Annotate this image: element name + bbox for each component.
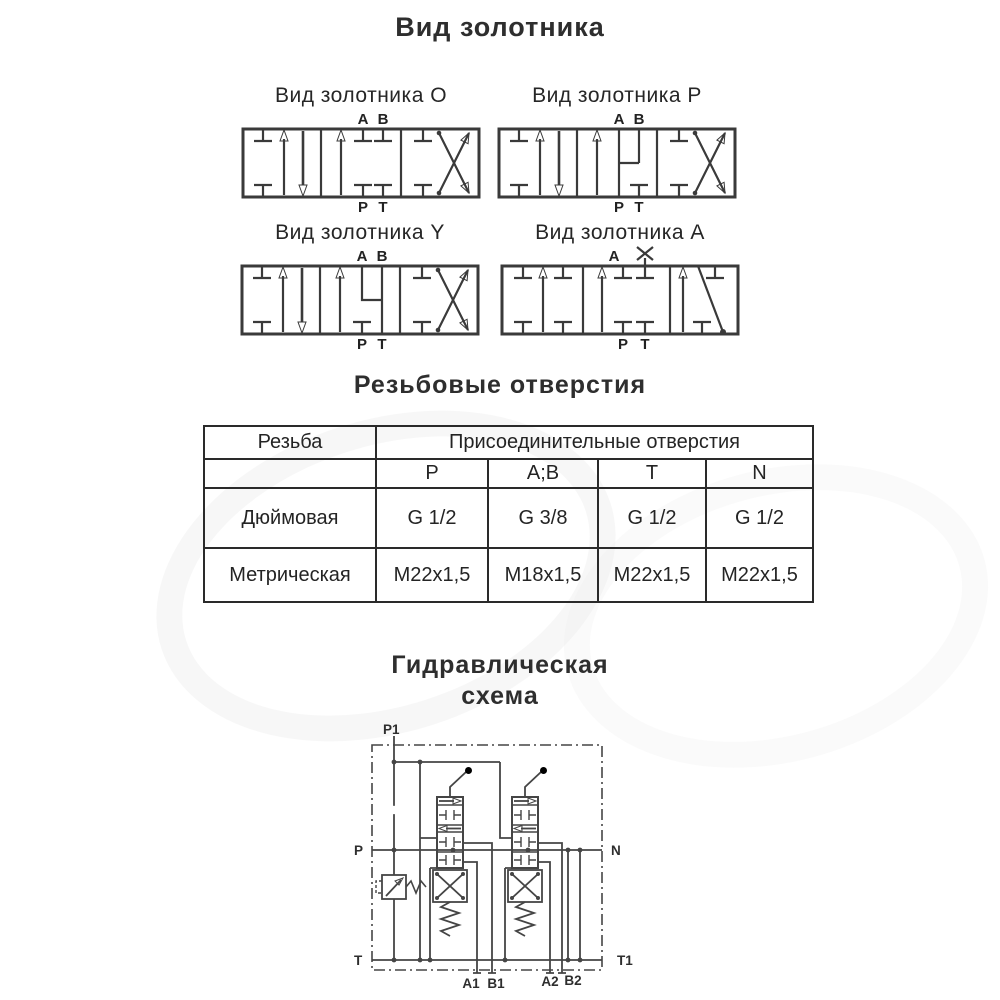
- table-subheader-p: P: [376, 459, 488, 488]
- table-subheader-ab: A;B: [488, 459, 598, 488]
- blocked-port-icon: [253, 266, 271, 334]
- junction-dot: [392, 760, 397, 765]
- lever-knob-icon: [540, 767, 547, 774]
- spool-y-title: Вид золотника Y: [275, 221, 445, 244]
- cell-value: G 1/2: [598, 488, 706, 548]
- spring-icon: [516, 902, 534, 936]
- cell-value: M22x1,5: [376, 548, 488, 602]
- port-p-label: P: [617, 336, 629, 353]
- port-b-label: B: [376, 248, 388, 265]
- spool-y-symbol: [240, 248, 480, 352]
- lever-handle: [525, 772, 541, 797]
- spool-y-block: [240, 221, 480, 352]
- valve-dividers: [321, 129, 401, 197]
- lever-handle: [450, 772, 466, 797]
- port-t-label: T: [634, 199, 644, 216]
- table-row: [204, 488, 813, 548]
- junction-dot: [578, 958, 583, 963]
- lever-knob-icon: [465, 767, 472, 774]
- junction-dot: [720, 329, 726, 335]
- pilot-lines: [394, 762, 512, 960]
- t-label: T: [354, 953, 363, 968]
- b1-label: B1: [487, 976, 505, 991]
- crossed-arrows-icon: [693, 131, 725, 196]
- table-header-thread: Резьба: [204, 426, 376, 459]
- port-p-label: P: [357, 199, 369, 216]
- spring-icon: [441, 902, 459, 936]
- table-row: [204, 548, 813, 602]
- port-p-label: P: [356, 336, 368, 353]
- valve-dividers: [583, 266, 670, 334]
- section-title-spool-view: Вид золотника: [395, 12, 605, 42]
- a1-label: A1: [462, 976, 480, 991]
- blocked-port-icon: [414, 129, 432, 197]
- blocked-port-icon: [413, 266, 431, 334]
- cell-value: G 1/2: [376, 488, 488, 548]
- n-drop-lines: [568, 850, 580, 960]
- port-p-label: P: [613, 199, 625, 216]
- junction-dot: [392, 958, 397, 963]
- threaded-holes-table: [203, 425, 814, 603]
- port-t-label: T: [378, 199, 388, 216]
- blocked-port-icon: [670, 129, 688, 197]
- port-a-label: A: [613, 111, 625, 128]
- hydraulic-schematic: [340, 715, 660, 1000]
- spool-o-block: [241, 84, 481, 215]
- arrowhead: [299, 185, 307, 196]
- valve-dividers: [577, 129, 657, 197]
- junction-dot: [428, 958, 433, 963]
- port-t-label: T: [377, 336, 387, 353]
- spool-o-title: Вид золотника O: [274, 84, 448, 107]
- b2-label: B2: [564, 973, 582, 988]
- blocked-port-icon: [614, 266, 654, 278]
- port-a-label: A: [357, 111, 369, 128]
- cell-value: M22x1,5: [706, 548, 813, 602]
- row-label-inch: Дюймовая: [204, 488, 376, 548]
- valve-body: [242, 266, 478, 334]
- table-subheader-t: T: [598, 459, 706, 488]
- blocked-port-icon: [706, 266, 724, 278]
- junction-dot: [503, 958, 508, 963]
- crossed-arrows-icon: [436, 268, 468, 333]
- work-port-lines-2: [538, 843, 562, 973]
- junction-dot: [566, 958, 571, 963]
- spool-p-title: Вид золотника P: [532, 84, 702, 107]
- valve-body: [499, 129, 735, 197]
- abt-bridge: [362, 266, 382, 334]
- cell-value: M22x1,5: [598, 548, 706, 602]
- spring-icon: [406, 881, 426, 893]
- blocked-port-icon: [630, 185, 648, 197]
- spool-p-symbol: [497, 111, 737, 215]
- cell-value: M18x1,5: [488, 548, 598, 602]
- arrowhead: [298, 322, 306, 333]
- port-a-label: A: [608, 248, 620, 265]
- valve-section-2: [505, 767, 547, 960]
- a2-label: A2: [541, 974, 559, 989]
- valve-section-1: [430, 767, 472, 960]
- pab-bridge: [619, 129, 639, 197]
- row-label-metric: Метрическая: [204, 548, 376, 602]
- p1-label: P1: [383, 722, 400, 737]
- work-port-lines-1: [463, 843, 492, 973]
- spool-p-block: [497, 84, 737, 215]
- p-label: P: [354, 843, 364, 858]
- port-t-label: T: [640, 336, 650, 353]
- blocked-port-icon: [254, 129, 272, 197]
- relief-valve: [376, 850, 426, 960]
- blocked-port-icon: [354, 129, 392, 141]
- table-subheader-n: N: [706, 459, 813, 488]
- plugged-port-icon: [637, 247, 653, 266]
- spool-a-symbol: [500, 248, 740, 352]
- blocked-port-icon: [510, 129, 528, 197]
- table-header-connection-holes: Присоединительные отверстия: [376, 426, 813, 459]
- n-label: N: [611, 843, 621, 858]
- cell-value: G 3/8: [488, 488, 598, 548]
- blocked-port-icon: [354, 185, 392, 197]
- junction-dot: [418, 760, 423, 765]
- port-b-label: B: [633, 111, 645, 128]
- arrowhead: [555, 185, 563, 196]
- spool-o-symbol: [241, 111, 481, 215]
- port-b-label: B: [377, 111, 389, 128]
- orifice-icon: [390, 806, 398, 814]
- spool-a-block: [500, 221, 740, 352]
- blocked-port-icon: [614, 322, 654, 334]
- schema-title-line1: Гидравлическая: [391, 651, 609, 679]
- junction-dot: [418, 958, 423, 963]
- valve-dividers: [320, 266, 400, 334]
- schema-title-line2: схема: [461, 682, 539, 710]
- blocked-port-icon: [353, 322, 371, 334]
- valve-body: [243, 129, 479, 197]
- spool-a-title: Вид золотника A: [535, 221, 705, 244]
- blocked-port-icon: [693, 322, 711, 334]
- table-header-empty: [204, 459, 376, 488]
- t1-label: T1: [617, 953, 633, 968]
- section-title-threaded-holes: Резьбовые отверстия: [353, 371, 647, 399]
- section-title-hydraulic-schema: [0, 650, 1000, 712]
- cell-value: G 1/2: [706, 488, 813, 548]
- port-a-label: A: [356, 248, 368, 265]
- crossed-arrows-icon: [437, 131, 469, 196]
